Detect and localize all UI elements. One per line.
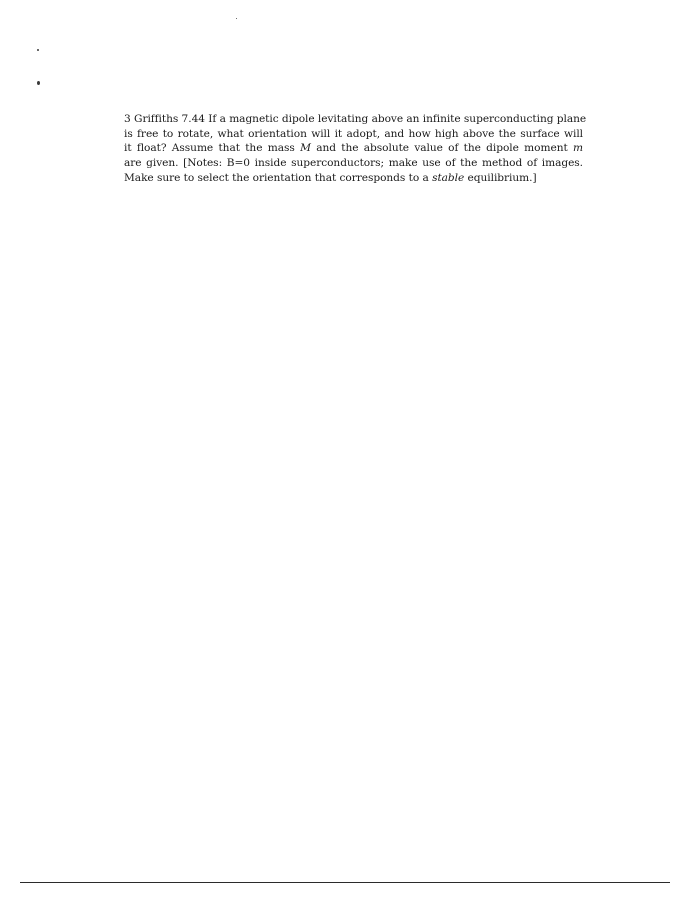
problem-line-5-start: Make sure to select the orientation that corresponds to a xyxy=(124,171,429,184)
problem-line-3-start: it float? Assume that the mass xyxy=(124,142,295,155)
problem-line-5-end: equilibrium.] xyxy=(467,171,537,184)
problem-line-3 xyxy=(124,141,583,156)
problem-line-2: is free to rotate, what orientation will it adopt, and how high above the surface will xyxy=(124,127,583,140)
problem-line-5 xyxy=(124,171,583,186)
scan-speck xyxy=(37,81,40,85)
moment-variable: m xyxy=(573,142,583,155)
problem-line-3-middle: and the absolute value of the dipole moment xyxy=(316,142,568,155)
scan-speck xyxy=(37,49,39,51)
problem-statement xyxy=(124,112,587,186)
mass-variable: M xyxy=(300,142,311,155)
problem-line-4: are given. [Notes: B=0 inside superconductors; make use of the method of images. xyxy=(124,157,583,170)
problem-number: 3 xyxy=(124,113,131,125)
stable-emphasis: stable xyxy=(432,171,465,184)
problem-line-1-text: If a magnetic dipole levitating above an infinite superconducting plane xyxy=(208,113,587,125)
problem-source: Griffiths 7.44 xyxy=(134,113,205,125)
scan-speck xyxy=(236,18,237,19)
problem-line-1 xyxy=(124,112,587,127)
page-bottom-rule xyxy=(20,882,670,883)
